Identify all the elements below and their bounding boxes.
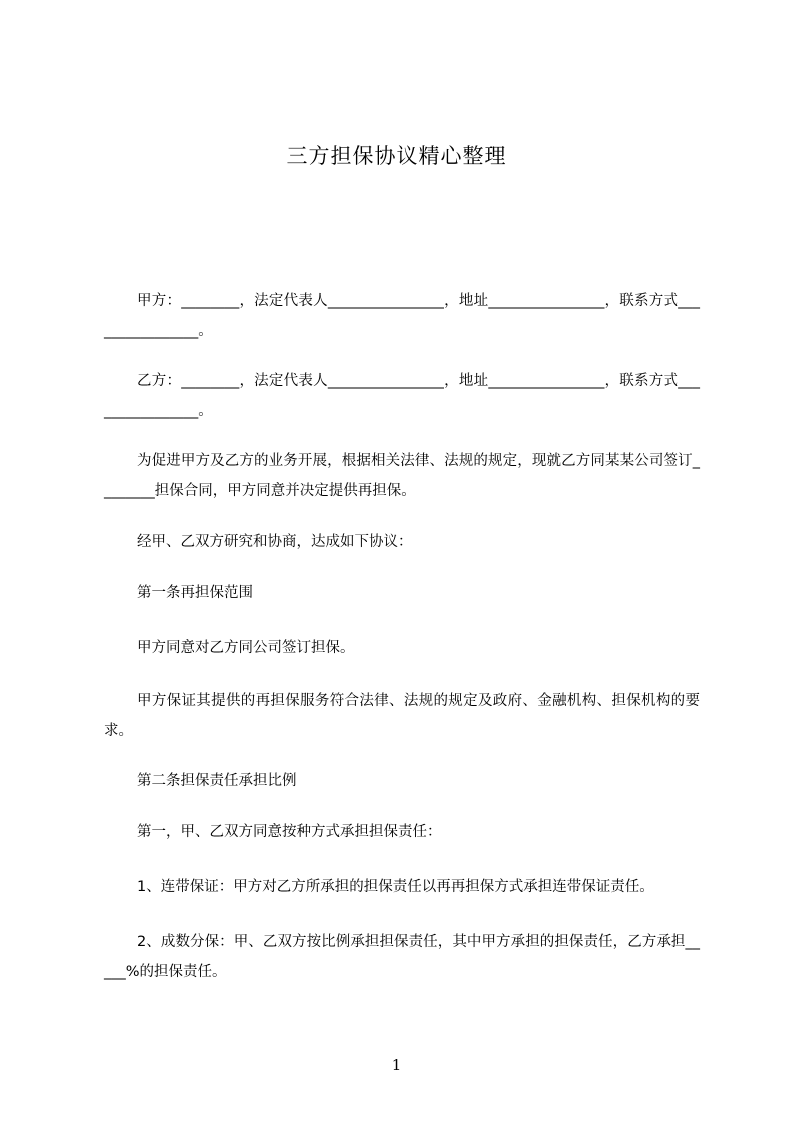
article-two-heading: 第二条担保责任承担比例	[137, 773, 297, 789]
party-b-paragraph: 乙方：________，法定代表人________________，地址________________，联系方式________________。	[104, 373, 700, 419]
page-number: 1	[391, 1056, 402, 1074]
article-two-item-1: 1、连带保证：甲方对乙方所承担的担保责任以再再担保方式承担连带保证责任。	[137, 879, 654, 895]
article-one-clause-2: 甲方保证其提供的再担保服务符合法律、法规的规定及政府、金融机构、担保机构的要求。	[104, 693, 700, 739]
document-title: 三方担保协议精心整理	[286, 144, 507, 168]
article-two-item-2: 2、成数分保：甲、乙双方按比例承担担保责任，其中甲方承担的担保责任，乙方承担_____%的担保责任。	[104, 934, 700, 980]
purpose-paragraph: 为促进甲方及乙方的业务开展，根据相关法律、法规的规定，现就乙方同某某公司签订________担保合同，甲方同意并决定提供再担保。	[104, 453, 700, 499]
party-a-paragraph: 甲方：________，法定代表人________________，地址________________，联系方式________________。	[104, 293, 700, 339]
article-two-clause-1: 第一，甲、乙双方同意按种方式承担担保责任：	[137, 824, 442, 840]
article-one-heading: 第一条再担保范围	[137, 585, 253, 601]
agreement-intro-paragraph: 经甲、乙双方研究和协商，达成如下协议：	[137, 534, 413, 550]
article-one-clause-1: 甲方同意对乙方同公司签订担保。	[137, 640, 355, 656]
